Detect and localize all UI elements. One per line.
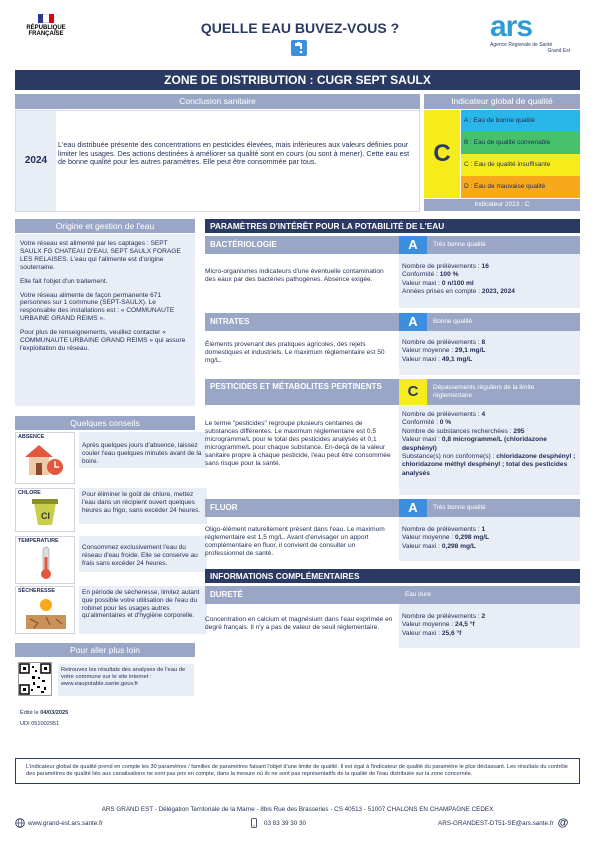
pest-header <box>205 379 580 405</box>
pest-s2-val: 0 % <box>439 419 452 427</box>
nitrates-s3-label: Valeur maxi : <box>402 355 442 363</box>
tip-temperature-text: Consommez exclusivement l'eau du réseau d'eau froide. Elle se conserve au frais sans excéder 24 heures. <box>79 536 207 572</box>
origin-p1: Votre réseau est alimenté par les captages : SEPT SAULX FG CHATEAU D'EAU, SEPT SAULX FORAGE LES RELAISES. L'eau qui l'alimente est d'origine souterraine. <box>20 240 181 271</box>
globe-icon <box>15 818 25 828</box>
bact-s1-label: Nombre de prélèvements : <box>402 263 482 270</box>
drought-icon <box>15 586 75 634</box>
hardness-s3-label: Valeur maxi : <box>402 629 442 637</box>
pest-s5-label: Substance(s) non conforme(s) : <box>402 453 497 461</box>
hardness-desc: Concentration en calcium et magnésium dans l'eau exprimée en degré français. Il n'y a pas de valeur de seuil réglementaire. <box>205 616 393 631</box>
footer-website-text[interactable]: www.grand-est.ars.sante.fr <box>28 819 103 827</box>
hardness-s1-label: Nombre de prélèvements : <box>402 613 482 620</box>
bact-s3-label: Valeur maxi : <box>402 279 442 287</box>
chlorine-icon <box>15 488 75 532</box>
page-title: QUELLE EAU BUVEZ-VOUS ? <box>200 20 400 36</box>
tip-absence-text: Après quelques jours d'absence, laissez couler l'eau quelques minutes avant de la boire. <box>79 432 207 468</box>
pest-s1-label: Nombre de prélèvements : <box>402 411 482 418</box>
ars-logo-text: ars <box>490 10 533 43</box>
tip-chlore-label: CHLORE <box>18 490 41 496</box>
ars-logo-region: Grand Est <box>547 48 570 54</box>
pest-desc: Le terme "pesticides" regroupe plusieurs centaines de substances différentes. Le maximum réglementaire est 0,5 microgramme/L pour le total des pesticides analysés et 0,1 microgramme/L pour chaque substance. En-deçà de la valeur sanitaire propre à chaque pesticide, l'eau peut être consommée sans risque pour la santé. <box>205 420 391 467</box>
hardness-s2-label: Valeur moyenne : <box>402 621 456 629</box>
indicator-grade: C <box>424 110 460 198</box>
ars-logo <box>490 12 580 58</box>
bact-grade: A <box>399 236 427 254</box>
fluor-header <box>205 499 580 517</box>
conclusion-panel <box>15 110 420 212</box>
bact-s4-label: Années prises en compte : <box>402 288 482 296</box>
republic-line1: RÉPUBLIQUE <box>26 25 66 31</box>
legend-c: C : Eau de qualité insuffisante <box>461 154 580 176</box>
tip-secheresse-label: SÉCHERESSE <box>18 588 55 594</box>
hardness-s3-val: 25,6 °f <box>441 629 462 637</box>
pest-s3-val: 295 <box>513 427 525 435</box>
fluor-s1-label: Nombre de prélèvements : <box>402 526 482 533</box>
fluor-s2-label: Valeur moyenne : <box>402 534 456 542</box>
pest-stats <box>399 405 580 495</box>
more-title: Pour aller plus loin <box>15 643 195 657</box>
fluor-name: FLUOR <box>210 503 238 512</box>
pest-name: PESTICIDES ET MÉTABOLITES PERTINENTS <box>210 382 382 391</box>
bact-header <box>205 236 580 254</box>
pest-s4-val: 0,8 microgramme/L (chloridazone desphényl) <box>402 436 547 452</box>
pest-s1-val: 4 <box>481 411 486 418</box>
tip-temperature-label: TEMPERATURE <box>18 538 59 544</box>
edited-date: 04/03/2025 <box>40 710 69 716</box>
bact-s3-val: 0 n/100 ml <box>441 279 474 287</box>
hardness-grade-label: Eau dure <box>405 591 431 598</box>
marianne-icon <box>38 14 54 23</box>
nitrates-desc: Éléments provenant des pratiques agricoles, des rejets domestiques et industriels. Le maximum réglementaire est 50 mg/L. <box>205 341 385 364</box>
conclusion-year: 2024 <box>16 111 56 211</box>
thermometer-icon <box>15 536 75 584</box>
origin-p4: Pour plus de renseignements, veuillez contacter « COMMUNAUTE URBAINE GRAND REIMS » qui assure l'exploitation du réseau. <box>20 329 186 352</box>
tip-chlore <box>15 488 210 532</box>
nitrates-stats <box>399 331 580 375</box>
bact-name: BACTÉRIOLOGIE <box>210 240 277 249</box>
conclusion-label: Conclusion sanitaire <box>15 94 420 109</box>
zone-title: ZONE DE DISTRIBUTION : CUGR SEPT SAULX <box>15 70 580 90</box>
fluor-s3-label: Valeur maxi : <box>402 542 442 550</box>
nitrates-s1-val: 8 <box>481 339 486 346</box>
ars-logo-sub: Agence Régionale de Santé <box>490 42 553 48</box>
footer-email-text[interactable]: ARS-GRANDEST-DT51-SE@ars.sante.fr <box>438 819 554 827</box>
fluor-grade: A <box>399 499 427 517</box>
bact-stats <box>399 254 580 308</box>
footer-note: L'indicateur global de qualité prend en compte les 30 paramètres / familles de paramètres faisant l'objet d'une limite de qualité. Il est égal à l'indicateur de qualité du paramètre le plus déclassant. Les résultats du contrôle des paramètres de qualité liés aux canalisations ne sont pas pris en compte, dans la mesure où ils ne sont pas représentatifs de la qualité de l'eau distribuée sur la zone concernée. <box>15 758 580 784</box>
nitrates-grade-label: Bonne qualité <box>433 318 473 325</box>
indicator-panel <box>424 110 580 212</box>
nitrates-s2-val: 29,1 mg/L <box>455 347 486 355</box>
nitrates-s1-label: Nombre de prélèvements : <box>402 339 482 346</box>
indicator-year: Indicateur 2023 : C <box>424 199 580 211</box>
origin-p2: Elle fait l'objet d'un traitement. <box>20 277 108 285</box>
nitrates-s3-val: 49,1 mg/L <box>441 355 473 363</box>
edited-line <box>20 710 68 716</box>
legend-a: A : Eau de bonne qualité <box>461 110 580 132</box>
origin-title: Origine et gestion de l'eau <box>15 219 195 233</box>
pest-s5-val: chloridazone desphényl ; chloridazone méthyl desphényl ; total des pesticides analysés <box>402 453 576 477</box>
fluor-desc: Oligo-élément naturellement présent dans l'eau. Le maximum réglementaire est 1,5 mg/L. Avant d'envisager un apport complémentaire en fluor, il convient de consulter un professionnel de santé. <box>205 526 385 557</box>
phone-icon <box>249 818 259 828</box>
hardness-stats <box>399 604 580 648</box>
qr-code[interactable] <box>18 662 52 696</box>
edited-prefix: Édité le <box>20 710 41 716</box>
params-title: PARAMÈTRES D'INTÉRÊT POUR LA POTABILITÉ DE L'EAU <box>205 219 580 233</box>
bact-s1-val: 16 <box>481 263 489 270</box>
tip-chlore-text: Pour éliminer le goût de chlore, mettez l'eau dans un récipient ouvert quelques heures au frigo, sans excéder 24 heures. <box>79 488 207 524</box>
republic-logo <box>20 14 72 46</box>
pest-s2-label: Conformité : <box>402 419 440 427</box>
svg-text:Cl: Cl <box>41 511 50 522</box>
legend-d: D : Eau de mauvaise qualité <box>461 176 580 198</box>
footer-website[interactable] <box>15 818 103 828</box>
info-title: INFORMATIONS COMPLÉMENTAIRES <box>205 569 580 583</box>
fluor-s2-val: 0,298 mg/L <box>455 534 490 542</box>
footer-email[interactable] <box>438 818 568 828</box>
tip-secheresse-text: En période de sécheresse, limitez autant que possible votre utilisation de l'eau du robinet pour les usages autres qu'alimentaires et d'hygiène corporelle. <box>79 586 207 634</box>
nitrates-grade: A <box>399 313 427 331</box>
footer-phone-text: 03 83 39 30 30 <box>264 819 307 827</box>
footer-phone <box>249 818 306 828</box>
faucet-icon <box>291 40 307 56</box>
tip-secheresse <box>15 586 210 634</box>
origin-p3: Votre réseau alimente de façon permanente 671 personnes sur 1 commune (SEPT-SAULX). Le responsable des installations est : « COMMUNAUTE URBAINE GRAND REIMS ». <box>20 291 175 323</box>
nitrates-header <box>205 313 580 331</box>
pest-grade: C <box>399 379 427 405</box>
indicator-label: Indicateur global de qualité <box>424 94 580 109</box>
origin-panel <box>15 234 195 406</box>
footer-address: ARS GRAND EST - Délégation Territoriale de la Marne - 8bis Rue des Brasseries - CS 40513 - 51007 CHALONS EN CHAMPAGNE CEDEX <box>101 806 494 813</box>
bact-grade-label: Très bonne qualité <box>433 241 486 248</box>
hardness-s1-val: 2 <box>481 613 486 620</box>
udi-code: UDI 051002951 <box>20 721 60 727</box>
hardness-name: DURETÉ <box>210 590 243 599</box>
fluor-s3-val: 0,298 mg/L <box>441 542 476 550</box>
nitrates-s2-label: Valeur moyenne : <box>402 347 456 355</box>
at-icon: @ <box>557 817 569 829</box>
pest-grade-label: Dépassements réguliers de la limite réglementaire <box>433 384 535 399</box>
hardness-header <box>205 586 580 604</box>
republic-line2: FRANÇAISE <box>28 31 64 37</box>
bact-s2-label: Conformité : <box>402 271 440 279</box>
bact-s2-val: 100 % <box>439 271 459 279</box>
tip-temperature <box>15 536 210 584</box>
bact-s4-val: 2023, 2024 <box>481 288 515 296</box>
more-text: Retrouvez les résultats des analyses de l'eau de votre commune sur le site internet : www.eaupotable.sante.gouv.fr <box>58 664 194 696</box>
fluor-grade-label: Très bonne qualité <box>433 504 486 511</box>
house-icon <box>15 432 75 484</box>
legend-b: B : Eau de qualité convenable <box>461 132 580 154</box>
nitrates-name: NITRATES <box>210 317 250 326</box>
conclusion-text: L'eau distribuée présente des concentrations en pesticides élevées, mais inférieures aux valeurs définies pour limiter les usages. Des actions destinées à améliorer sa qualité sont en cours (ou sont à mener). Cette eau est de bonne qualité pour les autres paramètres. Elle peut être consommée par tous. <box>58 140 410 167</box>
tip-absence <box>15 432 210 484</box>
tips-title: Quelques conseils <box>15 416 195 430</box>
bact-desc: Micro-organismes indicateurs d'une éventuelle contamination des eaux par des bactéries pathogènes. Absence exigée. <box>205 268 384 283</box>
pest-s3-label: Nombre de substances recherchées : <box>402 427 514 435</box>
fluor-s1-val: 1 <box>481 526 486 533</box>
hardness-s2-val: 24,5 °f <box>455 621 475 629</box>
tip-absence-label: ABSENCE <box>18 434 45 440</box>
pest-s4-label: Valeur maxi : <box>402 436 442 444</box>
fluor-stats <box>399 517 580 561</box>
